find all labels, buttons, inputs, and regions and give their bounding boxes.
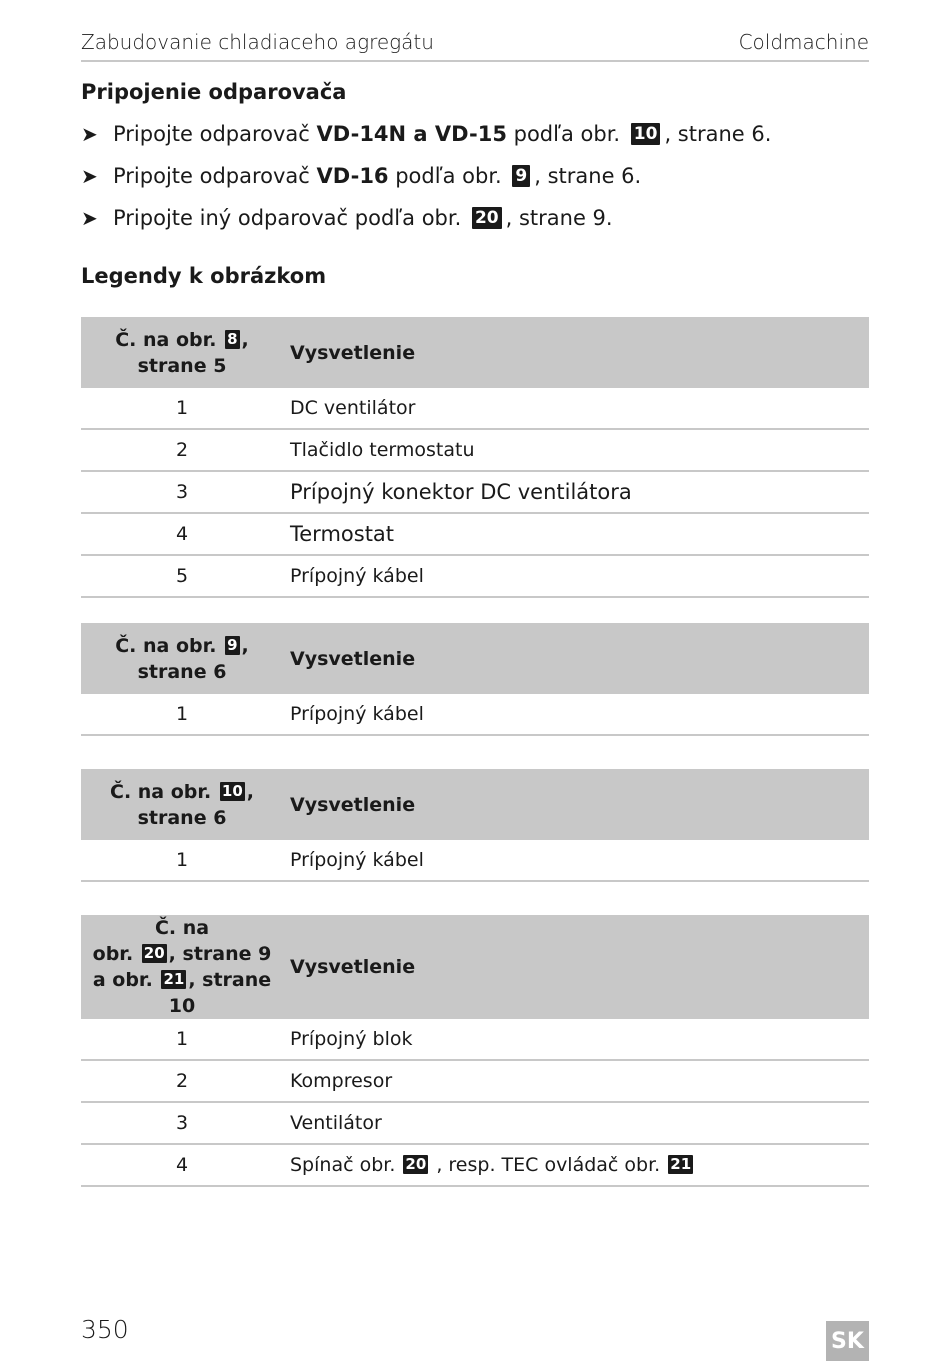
bullet-item: ➤ Pripojte odparovač VD-14N a VD-15 podľa obr. 10 , strane 6. — [81, 122, 772, 146]
legend-table-fig20-21 — [81, 915, 869, 1187]
header-explanation: Vysvetlenie — [283, 317, 869, 388]
header-fig-number: Č. na obr. 20 , strane 9 a obr. 21 , strane 10 — [81, 915, 283, 1019]
legend-table-fig9 — [81, 623, 869, 736]
header-explanation: Vysvetlenie — [283, 623, 869, 694]
table-row: 2 Kompresor — [81, 1060, 869, 1102]
table-header-row — [81, 915, 869, 1019]
arrow-icon: ➤ — [81, 206, 98, 230]
header-explanation: Vysvetlenie — [283, 769, 869, 840]
table-row: 1 Prípojný kábel — [81, 694, 869, 735]
header-explanation: Vysvetlenie — [283, 915, 869, 1019]
figure-ref-badge: 20 — [143, 944, 165, 962]
table-header-row — [81, 317, 869, 388]
header-fig-number: Č. na obr. 9 , strane 6 — [81, 623, 283, 694]
section-title-evaporator: Pripojenie odparovača — [81, 80, 347, 104]
bullet-item: ➤ Pripojte iný odparovač podľa obr. 20 , strane 9. — [81, 206, 613, 230]
page-number: 350 — [81, 1315, 129, 1344]
figure-ref-badge: 9 — [227, 635, 238, 654]
bullet-item: ➤ Pripojte odparovač VD-16 podľa obr. 9 , strane 6. — [81, 164, 642, 188]
legend-table-fig10 — [81, 769, 869, 882]
legend-table-fig8 — [81, 317, 869, 598]
figure-ref-badge: 10 — [631, 123, 661, 145]
table-row: 4 Spínač obr. 20 , resp. TEC ovládač obr. 21 — [81, 1144, 869, 1186]
table-row: 5 Prípojný kábel — [81, 555, 869, 597]
figure-ref-badge: 9 — [512, 165, 530, 187]
table-header-row — [81, 623, 869, 694]
table-row: 1 Prípojný kábel — [81, 840, 869, 881]
arrow-icon: ➤ — [81, 122, 98, 146]
figure-ref-badge: 20 — [472, 207, 502, 229]
table-row: 3 Prípojný konektor DC ventilátora — [81, 471, 869, 513]
figure-ref-badge: 21 — [163, 970, 185, 988]
header-fig-number: Č. na obr. 8 , strane 5 — [81, 317, 283, 388]
table-row: 3 Ventilátor — [81, 1102, 869, 1144]
figure-ref-badge: 21 — [670, 1155, 692, 1173]
table-row: 4 Termostat — [81, 513, 869, 555]
header-fig-number: Č. na obr. 10 , strane 6 — [81, 769, 283, 840]
table-header-row — [81, 769, 869, 840]
page-header — [81, 30, 869, 62]
header-chapter-title: Zabudovanie chladiaceho agregátu — [81, 30, 434, 54]
table-row: 1 DC ventilátor — [81, 388, 869, 429]
header-product-name: Coldmachine — [738, 30, 869, 54]
section-title-legends: Legendy k obrázkom — [81, 264, 327, 288]
figure-ref-badge: 8 — [227, 329, 238, 348]
table-row: 2 Tlačidlo termostatu — [81, 429, 869, 471]
figure-ref-badge: 20 — [405, 1155, 427, 1173]
language-badge: SK — [826, 1321, 869, 1361]
figure-ref-badge: 10 — [221, 781, 243, 800]
table-row: 1 Prípojný blok — [81, 1019, 869, 1060]
arrow-icon: ➤ — [81, 164, 98, 188]
